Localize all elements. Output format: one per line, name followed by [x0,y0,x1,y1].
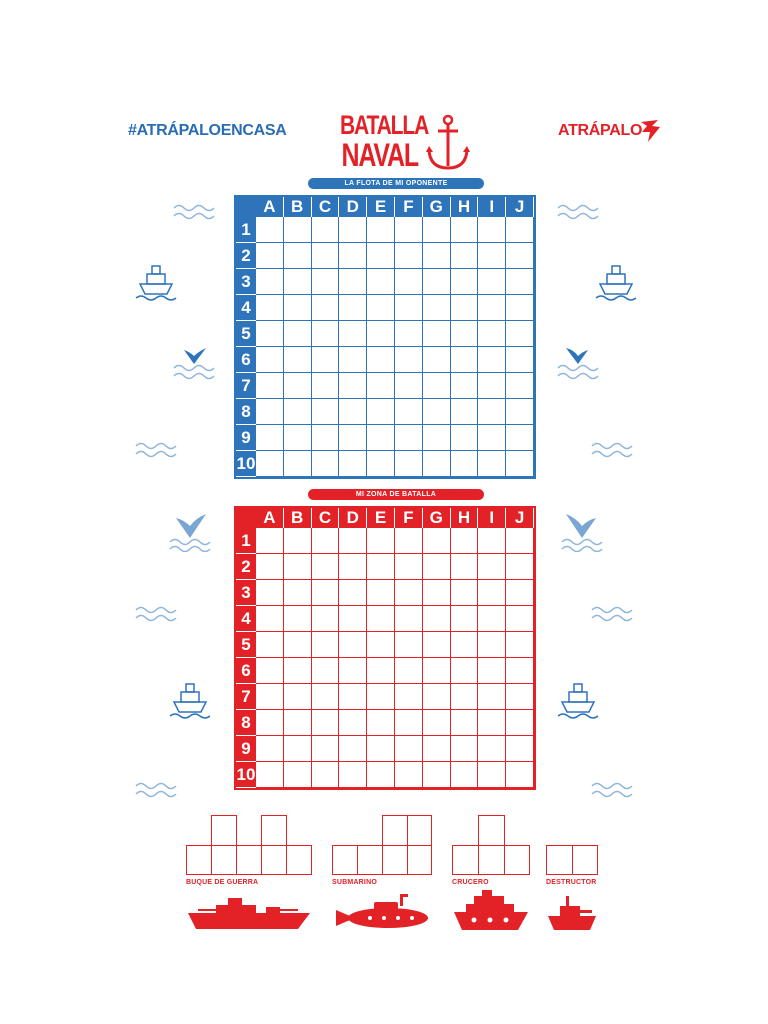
grid-cell-i6[interactable] [478,658,506,684]
grid-cell-a3[interactable] [256,269,284,295]
grid-cell-g10[interactable] [423,762,451,788]
column-header-a: A [256,197,284,217]
cruiser-label: CRUCERO [452,879,489,886]
grid-cell-d7[interactable] [339,373,367,399]
shape-cell [211,845,237,875]
grid-cell-i10[interactable] [478,762,506,788]
shape-cell [407,845,432,875]
grid-cell-j4[interactable] [506,606,534,632]
waves-icon [134,594,178,638]
column-header-c: C [312,197,340,217]
grid-cell-h7[interactable] [451,373,479,399]
grid-cell-i2[interactable] [478,243,506,269]
grid-cell-e3[interactable] [367,269,395,295]
grid-cell-d4[interactable] [339,295,367,321]
grid-cell-b10[interactable] [284,762,312,788]
waves-icon [590,430,634,474]
column-header-g: G [423,197,451,217]
grid-cell-i4[interactable] [478,295,506,321]
grid-cell-j9[interactable] [506,425,534,451]
shape-cell [504,845,530,875]
shape-cell [407,815,432,846]
grid-cell-c8[interactable] [312,399,340,425]
destroyer-label: DESTRUCTOR [546,879,597,886]
grid-cell-e9[interactable] [367,425,395,451]
column-header-h: H [451,197,479,217]
board-corner [236,508,256,528]
grid-cell-f6[interactable] [395,347,423,373]
grid-cell-h10[interactable] [451,451,479,477]
column-header-e: E [367,508,395,528]
grid-cell-a9[interactable] [256,736,284,762]
row-header-3: 3 [236,580,256,606]
grid-cell-c5[interactable] [312,632,340,658]
grid-cell-c2[interactable] [312,554,340,580]
grid-cell-g2[interactable] [423,243,451,269]
grid-cell-e1[interactable] [367,528,395,554]
grid-cell-d9[interactable] [339,736,367,762]
grid-cell-b2[interactable] [284,554,312,580]
grid-cell-i10[interactable] [478,451,506,477]
grid-cell-h5[interactable] [451,321,479,347]
grid-cell-a4[interactable] [256,295,284,321]
grid-cell-b3[interactable] [284,269,312,295]
cruiser-icon [452,890,530,934]
grid-cell-b8[interactable] [284,399,312,425]
grid-cell-f2[interactable] [395,243,423,269]
waves-icon [590,594,634,638]
board-corner [236,197,256,217]
grid-cell-f1[interactable] [395,528,423,554]
grid-cell-b9[interactable] [284,425,312,451]
column-header-f: F [395,508,423,528]
grid-cell-i1[interactable] [478,528,506,554]
grid-cell-j6[interactable] [506,658,534,684]
whale-tail-icon [172,338,216,382]
column-header-a: A [256,508,284,528]
grid-cell-f8[interactable] [395,710,423,736]
submarine-label: SUBMARINO [332,879,377,886]
grid-cell-c1[interactable] [312,528,340,554]
grid-cell-f7[interactable] [395,373,423,399]
grid-cell-g5[interactable] [423,632,451,658]
grid-cell-i6[interactable] [478,347,506,373]
grid-cell-h6[interactable] [451,658,479,684]
anchor-icon [424,114,472,174]
grid-cell-a5[interactable] [256,321,284,347]
grid-cell-b10[interactable] [284,451,312,477]
grid-cell-h7[interactable] [451,684,479,710]
grid-cell-d5[interactable] [339,632,367,658]
grid-cell-e8[interactable] [367,710,395,736]
grid-cell-g1[interactable] [423,217,451,243]
row-header-8: 8 [236,710,256,736]
grid-cell-d4[interactable] [339,606,367,632]
shape-cell [478,845,505,875]
grid-cell-g9[interactable] [423,425,451,451]
grid-cell-a2[interactable] [256,554,284,580]
grid-cell-a6[interactable] [256,347,284,373]
grid-cell-b2[interactable] [284,243,312,269]
grid-cell-d10[interactable] [339,451,367,477]
grid-cell-j3[interactable] [506,580,534,606]
grid-cell-c10[interactable] [312,762,340,788]
grid-cell-e6[interactable] [367,347,395,373]
grid-cell-d1[interactable] [339,528,367,554]
row-header-9: 9 [236,736,256,762]
grid-cell-g4[interactable] [423,295,451,321]
shape-cell [382,815,408,846]
grid-cell-j1[interactable] [506,528,534,554]
shape-cell [478,815,505,846]
submarine-icon [334,890,434,934]
grid-cell-h6[interactable] [451,347,479,373]
row-header-2: 2 [236,554,256,580]
grid-cell-c1[interactable] [312,217,340,243]
shape-cell [452,845,479,875]
grid-cell-a3[interactable] [256,580,284,606]
grid-cell-d5[interactable] [339,321,367,347]
grid-cell-c9[interactable] [312,425,340,451]
grid-cell-i2[interactable] [478,554,506,580]
grid-cell-i4[interactable] [478,606,506,632]
grid-cell-c8[interactable] [312,710,340,736]
grid-cell-h4[interactable] [451,606,479,632]
grid-cell-j10[interactable] [506,451,534,477]
grid-cell-b3[interactable] [284,580,312,606]
shape-cell [236,845,262,875]
grid-cell-a1[interactable] [256,528,284,554]
grid-cell-g5[interactable] [423,321,451,347]
row-header-10: 10 [236,451,256,477]
row-header-1: 1 [236,217,256,243]
brand-name: ATRÁPALO [558,122,643,139]
grid-cell-j5[interactable] [506,632,534,658]
grid-cell-e7[interactable] [367,684,395,710]
grid-cell-e2[interactable] [367,243,395,269]
grid-cell-g3[interactable] [423,580,451,606]
grid-cell-b6[interactable] [284,347,312,373]
grid-cell-g9[interactable] [423,736,451,762]
grid-cell-h8[interactable] [451,399,479,425]
grid-cell-b1[interactable] [284,528,312,554]
shape-cell [211,815,237,846]
grid-cell-c3[interactable] [312,580,340,606]
column-header-b: B [284,197,312,217]
grid-cell-j3[interactable] [506,269,534,295]
grid-cell-f9[interactable] [395,736,423,762]
grid-cell-h4[interactable] [451,295,479,321]
grid-cell-e8[interactable] [367,399,395,425]
grid-cell-d8[interactable] [339,710,367,736]
grid-cell-i8[interactable] [478,710,506,736]
ship-icon [556,676,600,720]
column-header-j: J [506,197,534,217]
my-battle-zone-board [234,506,536,790]
grid-cell-g6[interactable] [423,658,451,684]
row-header-3: 3 [236,269,256,295]
grid-cell-j7[interactable] [506,684,534,710]
opponent-board-label: LA FLOTA DE MI OPONENTE [308,178,484,189]
my-board-label: MI ZONA DE BATALLA [308,489,484,500]
grid-cell-f10[interactable] [395,762,423,788]
grid-cell-g3[interactable] [423,269,451,295]
grid-cell-i7[interactable] [478,373,506,399]
grid-cell-i8[interactable] [478,399,506,425]
row-header-6: 6 [236,658,256,684]
grid-cell-d6[interactable] [339,658,367,684]
grid-cell-j5[interactable] [506,321,534,347]
grid-cell-j10[interactable] [506,762,534,788]
waves-icon [556,192,600,236]
grid-cell-e4[interactable] [367,295,395,321]
column-header-i: I [478,197,506,217]
grid-cell-h2[interactable] [451,243,479,269]
grid-cell-b1[interactable] [284,217,312,243]
row-header-5: 5 [236,321,256,347]
grid-cell-b7[interactable] [284,373,312,399]
grid-cell-e7[interactable] [367,373,395,399]
row-header-7: 7 [236,684,256,710]
grid-cell-h9[interactable] [451,425,479,451]
grid-cell-a8[interactable] [256,710,284,736]
column-header-e: E [367,197,395,217]
row-header-1: 1 [236,528,256,554]
grid-cell-e9[interactable] [367,736,395,762]
destroyer-shape [546,845,598,875]
cruiser-shape [452,815,530,875]
grid-cell-i9[interactable] [478,425,506,451]
grid-cell-a9[interactable] [256,425,284,451]
grid-cell-j1[interactable] [506,217,534,243]
column-header-h: H [451,508,479,528]
grid-cell-d9[interactable] [339,425,367,451]
grid-cell-i3[interactable] [478,269,506,295]
warship-icon [186,895,312,935]
grid-cell-a10[interactable] [256,451,284,477]
grid-cell-e10[interactable] [367,451,395,477]
grid-cell-b5[interactable] [284,321,312,347]
grid-cell-g8[interactable] [423,710,451,736]
grid-cell-f2[interactable] [395,554,423,580]
grid-cell-h2[interactable] [451,554,479,580]
column-header-d: D [339,197,367,217]
grid-cell-h3[interactable] [451,269,479,295]
grid-cell-d2[interactable] [339,243,367,269]
grid-cell-j2[interactable] [506,243,534,269]
whale-tail-icon [556,338,600,382]
grid-cell-d10[interactable] [339,762,367,788]
grid-cell-f4[interactable] [395,606,423,632]
grid-cell-f3[interactable] [395,580,423,606]
grid-cell-g7[interactable] [423,684,451,710]
column-header-j: J [506,508,534,528]
grid-cell-c2[interactable] [312,243,340,269]
grid-cell-c9[interactable] [312,736,340,762]
opponent-fleet-board [234,195,536,479]
shape-cell [382,845,408,875]
grid-cell-a5[interactable] [256,632,284,658]
grid-cell-g2[interactable] [423,554,451,580]
grid-cell-e6[interactable] [367,658,395,684]
grid-cell-h9[interactable] [451,736,479,762]
grid-cell-a7[interactable] [256,373,284,399]
shape-cell [572,845,598,875]
row-header-2: 2 [236,243,256,269]
whale-tail-icon [560,508,604,552]
waves-icon [172,192,216,236]
grid-cell-c6[interactable] [312,347,340,373]
grid-cell-g8[interactable] [423,399,451,425]
grid-cell-c4[interactable] [312,606,340,632]
grid-cell-c7[interactable] [312,373,340,399]
grid-cell-b7[interactable] [284,684,312,710]
row-header-6: 6 [236,347,256,373]
grid-cell-a1[interactable] [256,217,284,243]
grid-cell-e4[interactable] [367,606,395,632]
grid-cell-c7[interactable] [312,684,340,710]
grid-cell-a8[interactable] [256,399,284,425]
brand-logo-icon [638,118,662,144]
column-header-b: B [284,508,312,528]
grid-cell-h1[interactable] [451,217,479,243]
grid-cell-c6[interactable] [312,658,340,684]
grid-cell-f5[interactable] [395,632,423,658]
grid-cell-d2[interactable] [339,554,367,580]
grid-cell-f8[interactable] [395,399,423,425]
grid-cell-b4[interactable] [284,606,312,632]
shape-cell [186,845,212,875]
grid-cell-b5[interactable] [284,632,312,658]
submarine-shape [332,815,432,875]
grid-cell-g1[interactable] [423,528,451,554]
grid-cell-j2[interactable] [506,554,534,580]
grid-cell-f1[interactable] [395,217,423,243]
grid-cell-f4[interactable] [395,295,423,321]
grid-cell-d6[interactable] [339,347,367,373]
row-header-7: 7 [236,373,256,399]
column-header-f: F [395,197,423,217]
grid-cell-j4[interactable] [506,295,534,321]
grid-cell-c4[interactable] [312,295,340,321]
grid-cell-e5[interactable] [367,632,395,658]
grid-cell-e3[interactable] [367,580,395,606]
grid-cell-h1[interactable] [451,528,479,554]
row-header-4: 4 [236,295,256,321]
grid-cell-i5[interactable] [478,321,506,347]
shape-cell [332,845,358,875]
grid-cell-e10[interactable] [367,762,395,788]
grid-cell-h8[interactable] [451,710,479,736]
grid-cell-d3[interactable] [339,269,367,295]
grid-cell-b4[interactable] [284,295,312,321]
waves-icon [590,770,634,814]
shape-cell [286,845,312,875]
grid-cell-d1[interactable] [339,217,367,243]
title-line-2: NAVAL [341,137,418,173]
column-header-i: I [478,508,506,528]
grid-cell-a2[interactable] [256,243,284,269]
grid-cell-g10[interactable] [423,451,451,477]
grid-cell-f9[interactable] [395,425,423,451]
grid-cell-d3[interactable] [339,580,367,606]
grid-cell-g4[interactable] [423,606,451,632]
grid-cell-f10[interactable] [395,451,423,477]
grid-cell-j9[interactable] [506,736,534,762]
grid-cell-i5[interactable] [478,632,506,658]
grid-cell-g7[interactable] [423,373,451,399]
shape-cell [261,815,287,846]
column-header-g: G [423,508,451,528]
waves-icon [134,770,178,814]
grid-cell-h5[interactable] [451,632,479,658]
shape-cell [546,845,573,875]
ship-icon [594,258,638,302]
grid-cell-i7[interactable] [478,684,506,710]
warship-shape [186,815,312,875]
grid-cell-c5[interactable] [312,321,340,347]
grid-cell-j8[interactable] [506,399,534,425]
row-header-5: 5 [236,632,256,658]
grid-cell-f6[interactable] [395,658,423,684]
ship-icon [168,676,212,720]
row-header-8: 8 [236,399,256,425]
warship-label: BUQUE DE GUERRA [186,879,259,886]
shape-cell [357,845,383,875]
hashtag-text: #ATRÁPALOENCASA [128,122,287,139]
grid-cell-b8[interactable] [284,710,312,736]
grid-cell-b9[interactable] [284,736,312,762]
grid-cell-a6[interactable] [256,658,284,684]
grid-cell-e5[interactable] [367,321,395,347]
grid-cell-j8[interactable] [506,710,534,736]
grid-cell-j7[interactable] [506,373,534,399]
grid-cell-i1[interactable] [478,217,506,243]
grid-cell-c3[interactable] [312,269,340,295]
title-line-1: BATALLA [340,110,429,140]
grid-cell-j6[interactable] [506,347,534,373]
row-header-10: 10 [236,762,256,788]
grid-cell-h3[interactable] [451,580,479,606]
ship-icon [134,258,178,302]
grid-cell-d7[interactable] [339,684,367,710]
row-header-4: 4 [236,606,256,632]
column-header-c: C [312,508,340,528]
grid-cell-f5[interactable] [395,321,423,347]
waves-icon [134,430,178,474]
grid-cell-f7[interactable] [395,684,423,710]
grid-cell-e2[interactable] [367,554,395,580]
grid-cell-d8[interactable] [339,399,367,425]
grid-cell-c10[interactable] [312,451,340,477]
grid-cell-f3[interactable] [395,269,423,295]
grid-cell-a7[interactable] [256,684,284,710]
destroyer-icon [546,892,598,934]
grid-cell-a4[interactable] [256,606,284,632]
grid-cell-e1[interactable] [367,217,395,243]
grid-cell-i3[interactable] [478,580,506,606]
row-header-9: 9 [236,425,256,451]
grid-cell-g6[interactable] [423,347,451,373]
shape-cell [261,845,287,875]
grid-cell-h10[interactable] [451,762,479,788]
column-header-d: D [339,508,367,528]
grid-cell-a10[interactable] [256,762,284,788]
grid-cell-b6[interactable] [284,658,312,684]
grid-cell-i9[interactable] [478,736,506,762]
whale-tail-icon [168,508,212,552]
